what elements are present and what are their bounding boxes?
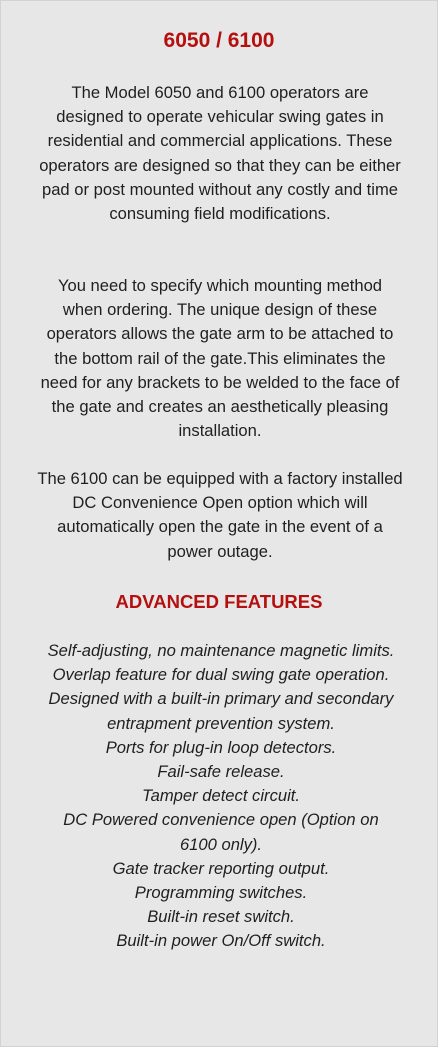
feature-item: Built-in reset switch. — [147, 907, 295, 927]
feature-item: Tamper detect circuit. — [141, 786, 300, 806]
feature-item: Overlap feature for dual swing gate operation. — [52, 665, 390, 685]
feature-item: Built-in power On/Off switch. — [116, 931, 326, 951]
description-paragraph: You need to specify which mounting method when ordering. The unique design of these operators allows the gate arm to be attached to the bottom rail of the gate.This eliminates the need for any brackets to be welded to the face of the gate and creates an aesthetically pleasing installation. — [40, 276, 400, 441]
feature-item: Programming switches. — [134, 883, 308, 903]
description-paragraph: The 6100 can be equipped with a factory installed DC Convenience Open option which will automatically open the gate in the event of a power outage. — [37, 469, 403, 561]
feature-item: Gate tracker reporting output. — [112, 858, 330, 878]
features-list — [43, 639, 399, 954]
feature-item: Fail-safe release. — [157, 762, 285, 782]
features-heading: ADVANCED FEATURES — [115, 591, 323, 612]
feature-item: Self-adjusting, no maintenance magnetic limits. — [47, 641, 395, 660]
description-paragraph: The Model 6050 and 6100 operators are designed to operate vehicular swing gates in residential and commercial applications. These operators are designed so that they can be either pad or post mounted without any costly and time consuming field modifications. — [39, 83, 401, 224]
feature-item: DC Powered convenience open (Option on 6100 only). — [63, 810, 379, 854]
feature-item: Ports for plug-in loop detectors. — [105, 737, 337, 757]
feature-item: Designed with a built-in primary and secondary entrapment prevention system. — [48, 689, 394, 733]
product-title: 6050 / 6100 — [163, 29, 275, 52]
